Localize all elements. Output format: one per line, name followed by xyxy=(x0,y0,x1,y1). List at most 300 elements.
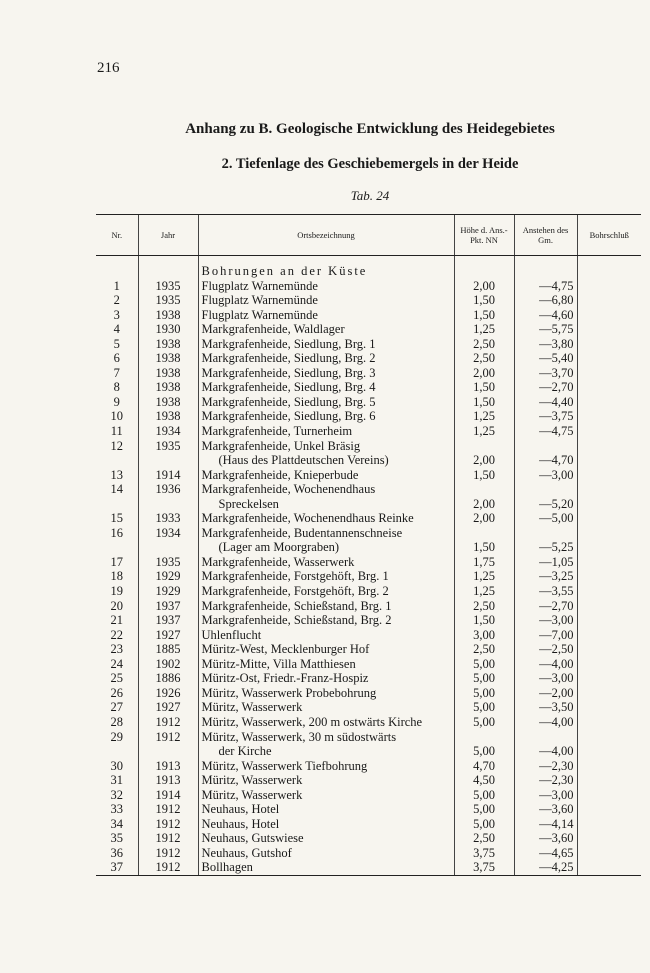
cell-jahr: 1912 xyxy=(138,817,198,832)
table-row xyxy=(96,700,641,715)
cell-hoehe: 1,50 xyxy=(454,293,514,308)
cell-bohrschluss xyxy=(577,308,641,323)
cell-ortsbezeichnung: Müritz, Wasserwerk, 30 m südostwärts xyxy=(198,730,454,745)
cell-hoehe: 5,00 xyxy=(454,802,514,817)
cell-ortsbezeichnung: Markgrafenheide, Waldlager xyxy=(198,322,454,337)
cell-nr: 31 xyxy=(110,773,123,788)
cell-bohrschluss xyxy=(577,409,641,424)
table-row xyxy=(96,686,641,701)
cell-bohrschluss xyxy=(577,453,641,468)
cell-anstehen: —2,50 xyxy=(514,642,577,657)
cell-anstehen: —5,75 xyxy=(514,322,577,337)
cell-nr: 4 xyxy=(113,322,120,337)
cell-nr: 1 xyxy=(113,278,120,293)
cell-ortsbezeichnung: Markgrafenheide, Knieperbude xyxy=(198,468,454,483)
cell-ortsbezeichnung: Markgrafenheide, Siedlung, Brg. 6 xyxy=(198,409,454,424)
cell-nr-empty xyxy=(96,497,138,512)
table-row xyxy=(96,308,641,323)
cell-jahr: 1936 xyxy=(138,482,198,497)
cell-ortsbezeichnung: Müritz, Wasserwerk xyxy=(198,773,454,788)
cell-anstehen: —4,75 xyxy=(514,424,577,439)
cell-anstehen-empty xyxy=(514,730,577,745)
cell-jahr-empty xyxy=(138,540,198,555)
cell-ortsbezeichnung: Müritz-West, Mecklenburger Hof xyxy=(198,642,454,657)
cell-hoehe: 4,50 xyxy=(454,773,514,788)
cell-jahr: 1935 xyxy=(138,439,198,454)
cell-bohrschluss xyxy=(577,628,641,643)
cell-nr: 11 xyxy=(110,424,123,439)
cell-ortsbezeichnung: Markgrafenheide, Schießstand, Brg. 1 xyxy=(198,599,454,614)
cell-nr: 27 xyxy=(110,700,123,715)
cell-nr: 9 xyxy=(113,394,120,409)
table-row xyxy=(96,846,641,861)
cell-ortsbezeichnung: Müritz, Wasserwerk, 200 m ostwärts Kirche xyxy=(198,715,454,730)
cell-ortsbezeichnung-cont: (Lager am Moorgraben) xyxy=(198,540,454,555)
cell-ortsbezeichnung: Markgrafenheide, Forstgehöft, Brg. 1 xyxy=(198,569,454,584)
table-row xyxy=(96,773,641,788)
cell-nr: 15 xyxy=(110,511,123,526)
cell-bohrschluss xyxy=(577,744,641,759)
cell-bohrschluss xyxy=(577,730,641,745)
cell-jahr: 1938 xyxy=(138,308,198,323)
table-row xyxy=(96,860,641,875)
cell-bohrschluss xyxy=(577,802,641,817)
table-row xyxy=(96,788,641,803)
table-row-continuation xyxy=(96,540,641,555)
cell-bohrschluss xyxy=(577,831,641,846)
cell-ortsbezeichnung: Flugplatz Warnemünde xyxy=(198,308,454,323)
cell-ortsbezeichnung: Müritz, Wasserwerk xyxy=(198,788,454,803)
cell-bohrschluss xyxy=(577,511,641,526)
cell-nr-empty xyxy=(96,453,138,468)
cell-ortsbezeichnung: Markgrafenheide, Siedlung, Brg. 1 xyxy=(198,337,454,352)
cell-anstehen: —4,00 xyxy=(514,715,577,730)
cell-hoehe: 1,50 xyxy=(454,540,514,555)
cell-anstehen: —4,60 xyxy=(514,308,577,323)
cell-jahr: 1912 xyxy=(138,802,198,817)
header-bohrschluss: Bohrschluß xyxy=(577,215,641,256)
cell-hoehe: 1,25 xyxy=(454,322,514,337)
cell-hoehe: 1,50 xyxy=(454,308,514,323)
cell-nr: 13 xyxy=(110,467,123,482)
header-jahr: Jahr xyxy=(138,215,198,256)
cell-bohrschluss xyxy=(577,846,641,861)
cell-hoehe-empty xyxy=(454,730,514,745)
cell-bohrschluss xyxy=(577,759,641,774)
cell-anstehen: —4,40 xyxy=(514,395,577,410)
cell-anstehen: —4,25 xyxy=(514,860,577,875)
cell-nr: 7 xyxy=(113,365,120,380)
cell-ortsbezeichnung: Markgrafenheide, Schießstand, Brg. 2 xyxy=(198,613,454,628)
cell-anstehen: —5,20 xyxy=(514,497,577,512)
cell-bohrschluss xyxy=(577,337,641,352)
cell-hoehe: 4,70 xyxy=(454,759,514,774)
cell-ortsbezeichnung: Neuhaus, Hotel xyxy=(198,802,454,817)
cell-anstehen: —4,00 xyxy=(514,744,577,759)
cell-anstehen: —3,80 xyxy=(514,337,577,352)
cell-jahr: 1912 xyxy=(138,846,198,861)
cell-ortsbezeichnung: Müritz, Wasserwerk Tiefbohrung xyxy=(198,759,454,774)
cell-anstehen: —4,75 xyxy=(514,279,577,294)
cell-ortsbezeichnung: Müritz, Wasserwerk xyxy=(198,700,454,715)
cell-anstehen-empty xyxy=(514,439,577,454)
cell-bohrschluss xyxy=(577,700,641,715)
spacer-row xyxy=(96,256,641,265)
header-hoehe: Höhe d. Ans.-Pkt. NN xyxy=(454,215,514,256)
cell-hoehe-empty xyxy=(454,482,514,497)
cell-ortsbezeichnung: Markgrafenheide, Siedlung, Brg. 2 xyxy=(198,351,454,366)
cell-jahr: 1912 xyxy=(138,730,198,745)
group-heading-row xyxy=(96,264,641,279)
cell-jahr: 1938 xyxy=(138,395,198,410)
cell-ortsbezeichnung: Müritz, Wasserwerk Probebohrung xyxy=(198,686,454,701)
cell-nr: 30 xyxy=(110,758,123,773)
cell-bohrschluss xyxy=(577,439,641,454)
cell-hoehe: 2,00 xyxy=(454,497,514,512)
cell-anstehen: —3,75 xyxy=(514,409,577,424)
cell-bohrschluss xyxy=(577,380,641,395)
cell-anstehen: —2,30 xyxy=(514,773,577,788)
cell-bohrschluss xyxy=(577,395,641,410)
cell-jahr: 1929 xyxy=(138,569,198,584)
table-body xyxy=(96,256,641,876)
table-row xyxy=(96,817,641,832)
cell-nr: 8 xyxy=(113,380,120,395)
cell-nr: 22 xyxy=(110,627,123,642)
cell-bohrschluss xyxy=(577,322,641,337)
header-ortsbezeichnung: Ortsbezeichnung xyxy=(198,215,454,256)
cell-hoehe: 5,00 xyxy=(454,657,514,672)
cell-anstehen: —3,70 xyxy=(514,366,577,381)
cell-jahr: 1933 xyxy=(138,511,198,526)
data-table xyxy=(96,214,641,876)
cell-anstehen: —5,40 xyxy=(514,351,577,366)
table-row xyxy=(96,613,641,628)
cell-jahr: 1885 xyxy=(138,642,198,657)
table-row xyxy=(96,657,641,672)
cell-bohrschluss xyxy=(577,860,641,875)
table-row xyxy=(96,468,641,483)
table-row xyxy=(96,759,641,774)
cell-jahr: 1937 xyxy=(138,613,198,628)
cell-bohrschluss xyxy=(577,569,641,584)
cell-anstehen: —3,50 xyxy=(514,700,577,715)
cell-ortsbezeichnung: Markgrafenheide, Turnerheim xyxy=(198,424,454,439)
cell-anstehen: —3,00 xyxy=(514,613,577,628)
cell-bohrschluss xyxy=(577,686,641,701)
cell-hoehe: 5,00 xyxy=(454,744,514,759)
cell-ortsbezeichnung: Neuhaus, Gutshof xyxy=(198,846,454,861)
cell-anstehen: —4,00 xyxy=(514,657,577,672)
cell-hoehe: 1,75 xyxy=(454,555,514,570)
cell-nr: 18 xyxy=(110,569,123,584)
cell-hoehe: 1,50 xyxy=(454,468,514,483)
table-row xyxy=(96,351,641,366)
cell-jahr: 1934 xyxy=(138,526,198,541)
cell-jahr: 1935 xyxy=(138,279,198,294)
cell-nr: 17 xyxy=(110,554,123,569)
cell-hoehe: 5,00 xyxy=(454,817,514,832)
cell-bohrschluss xyxy=(577,279,641,294)
table-row xyxy=(96,569,641,584)
cell-anstehen: —3,60 xyxy=(514,802,577,817)
cell-hoehe: 5,00 xyxy=(454,715,514,730)
cell-hoehe: 3,75 xyxy=(454,860,514,875)
cell-jahr: 1912 xyxy=(138,831,198,846)
table-row xyxy=(96,555,641,570)
cell-ortsbezeichnung: Bollhagen xyxy=(198,860,454,875)
cell-hoehe: 2,50 xyxy=(454,337,514,352)
table-row xyxy=(96,322,641,337)
cell-hoehe-empty xyxy=(454,439,514,454)
cell-bohrschluss xyxy=(577,773,641,788)
cell-anstehen: —6,80 xyxy=(514,293,577,308)
cell-bohrschluss xyxy=(577,788,641,803)
cell-hoehe: 2,00 xyxy=(454,453,514,468)
cell-anstehen-empty xyxy=(514,482,577,497)
table-row xyxy=(96,380,641,395)
header-nr: Nr. xyxy=(96,215,138,256)
cell-nr: 2 xyxy=(113,293,120,308)
cell-anstehen: —2,30 xyxy=(514,759,577,774)
cell-ortsbezeichnung: Flugplatz Warnemünde xyxy=(198,293,454,308)
table-row xyxy=(96,337,641,352)
cell-anstehen: —4,14 xyxy=(514,817,577,832)
cell-bohrschluss xyxy=(577,366,641,381)
cell-nr: 29 xyxy=(110,729,123,744)
cell-ortsbezeichnung: Markgrafenheide, Wasserwerk xyxy=(198,555,454,570)
cell-jahr: 1914 xyxy=(138,468,198,483)
cell-bohrschluss xyxy=(577,817,641,832)
cell-jahr: 1935 xyxy=(138,293,198,308)
cell-bohrschluss xyxy=(577,497,641,512)
cell-hoehe: 1,25 xyxy=(454,584,514,599)
cell-jahr: 1913 xyxy=(138,773,198,788)
cell-nr: 14 xyxy=(110,482,123,497)
cell-nr: 19 xyxy=(110,584,123,599)
cell-hoehe: 2,00 xyxy=(454,511,514,526)
cell-hoehe: 2,00 xyxy=(454,366,514,381)
cell-ortsbezeichnung: Flugplatz Warnemünde xyxy=(198,279,454,294)
cell-bohrschluss xyxy=(577,526,641,541)
cell-jahr: 1927 xyxy=(138,628,198,643)
cell-jahr-empty xyxy=(138,744,198,759)
cell-hoehe: 2,50 xyxy=(454,642,514,657)
cell-anstehen: —4,70 xyxy=(514,453,577,468)
cell-nr: 33 xyxy=(110,802,123,817)
cell-ortsbezeichnung: Markgrafenheide, Siedlung, Brg. 5 xyxy=(198,395,454,410)
cell-hoehe: 5,00 xyxy=(454,700,514,715)
table-row xyxy=(96,293,641,308)
cell-jahr: 1927 xyxy=(138,700,198,715)
cell-jahr: 1934 xyxy=(138,424,198,439)
cell-jahr: 1912 xyxy=(138,860,198,875)
table-row xyxy=(96,439,641,454)
cell-hoehe: 3,75 xyxy=(454,846,514,861)
cell-hoehe: 2,50 xyxy=(454,599,514,614)
cell-hoehe-empty xyxy=(454,526,514,541)
cell-jahr: 1902 xyxy=(138,657,198,672)
cell-hoehe: 3,00 xyxy=(454,628,514,643)
cell-bohrschluss xyxy=(577,715,641,730)
cell-jahr: 1935 xyxy=(138,555,198,570)
cell-nr: 21 xyxy=(110,613,123,628)
table-header xyxy=(96,215,641,256)
cell-anstehen: —3,00 xyxy=(514,468,577,483)
cell-nr: 5 xyxy=(113,336,120,351)
cell-bohrschluss xyxy=(577,671,641,686)
cell-bohrschluss xyxy=(577,657,641,672)
table-row xyxy=(96,599,641,614)
cell-ortsbezeichnung: Markgrafenheide, Wochenendhaus Reinke xyxy=(198,511,454,526)
cell-nr: 3 xyxy=(113,307,120,322)
group-heading: Bohrungen an der Küste xyxy=(198,264,454,279)
cell-jahr: 1886 xyxy=(138,671,198,686)
cell-anstehen: —1,05 xyxy=(514,555,577,570)
cell-nr-empty xyxy=(96,540,138,555)
cell-jahr: 1912 xyxy=(138,715,198,730)
cell-nr: 10 xyxy=(110,409,123,424)
cell-jahr: 1937 xyxy=(138,599,198,614)
cell-anstehen: —3,00 xyxy=(514,788,577,803)
cell-anstehen: —2,70 xyxy=(514,380,577,395)
cell-nr: 16 xyxy=(110,525,123,540)
cell-nr: 32 xyxy=(110,787,123,802)
table-row xyxy=(96,628,641,643)
table-row-continuation xyxy=(96,453,641,468)
cell-ortsbezeichnung: Uhlenflucht xyxy=(198,628,454,643)
cell-jahr-empty xyxy=(138,453,198,468)
table-row xyxy=(96,671,641,686)
cell-ortsbezeichnung-cont: (Haus des Plattdeutschen Vereins) xyxy=(198,453,454,468)
table-row xyxy=(96,409,641,424)
cell-anstehen: —7,00 xyxy=(514,628,577,643)
cell-nr: 35 xyxy=(110,831,123,846)
cell-nr: 34 xyxy=(110,816,123,831)
cell-jahr: 1938 xyxy=(138,366,198,381)
cell-ortsbezeichnung: Müritz-Ost, Friedr.-Franz-Hospiz xyxy=(198,671,454,686)
cell-anstehen-empty xyxy=(514,526,577,541)
cell-anstehen: —2,70 xyxy=(514,599,577,614)
table-row xyxy=(96,395,641,410)
cell-jahr: 1913 xyxy=(138,759,198,774)
cell-hoehe: 2,00 xyxy=(454,279,514,294)
cell-nr: 36 xyxy=(110,845,123,860)
table-row xyxy=(96,584,641,599)
header-anstehen: Anstehen des Gm. xyxy=(514,215,577,256)
cell-nr: 37 xyxy=(96,860,138,875)
cell-hoehe: 1,50 xyxy=(454,613,514,628)
cell-anstehen: —3,55 xyxy=(514,584,577,599)
section-title: Anhang zu B. Geologische Entwicklung des Heidegebietes xyxy=(185,121,555,137)
table-row xyxy=(96,511,641,526)
cell-anstehen: —5,00 xyxy=(514,511,577,526)
cell-nr: 6 xyxy=(113,351,120,366)
cell-jahr: 1938 xyxy=(138,409,198,424)
cell-nr: 26 xyxy=(110,685,123,700)
cell-nr: 23 xyxy=(110,642,123,657)
table-row-continuation xyxy=(96,497,641,512)
cell-hoehe: 1,25 xyxy=(454,569,514,584)
cell-hoehe: 2,50 xyxy=(454,351,514,366)
cell-ortsbezeichnung: Neuhaus, Hotel xyxy=(198,817,454,832)
table-row-continuation xyxy=(96,744,641,759)
cell-hoehe: 1,25 xyxy=(454,409,514,424)
table-row xyxy=(96,802,641,817)
cell-hoehe: 5,00 xyxy=(454,671,514,686)
cell-ortsbezeichnung: Markgrafenheide, Budentannenschneise xyxy=(198,526,454,541)
table-row xyxy=(96,831,641,846)
cell-nr: 20 xyxy=(110,598,123,613)
cell-bohrschluss xyxy=(577,584,641,599)
cell-anstehen: —3,00 xyxy=(514,671,577,686)
cell-bohrschluss xyxy=(577,613,641,628)
cell-jahr: 1926 xyxy=(138,686,198,701)
cell-bohrschluss xyxy=(577,599,641,614)
cell-ortsbezeichnung-cont: Spreckelsen xyxy=(198,497,454,512)
cell-bohrschluss xyxy=(577,540,641,555)
cell-hoehe: 2,50 xyxy=(454,831,514,846)
cell-bohrschluss xyxy=(577,482,641,497)
cell-bohrschluss xyxy=(577,424,641,439)
cell-nr: 24 xyxy=(110,656,123,671)
sub-title: 2. Tiefenlage des Geschiebemergels in der Heide xyxy=(221,156,519,172)
cell-ortsbezeichnung-cont: der Kirche xyxy=(198,744,454,759)
cell-bohrschluss xyxy=(577,468,641,483)
cell-nr-empty xyxy=(96,744,138,759)
cell-hoehe: 1,50 xyxy=(454,380,514,395)
cell-jahr-empty xyxy=(138,497,198,512)
cell-jahr: 1929 xyxy=(138,584,198,599)
cell-bohrschluss xyxy=(577,642,641,657)
cell-anstehen: —2,00 xyxy=(514,686,577,701)
cell-ortsbezeichnung: Müritz-Mitte, Villa Matthiesen xyxy=(198,657,454,672)
cell-jahr: 1938 xyxy=(138,351,198,366)
cell-jahr: 1930 xyxy=(138,322,198,337)
cell-jahr: 1938 xyxy=(138,380,198,395)
cell-ortsbezeichnung: Neuhaus, Gutswiese xyxy=(198,831,454,846)
cell-bohrschluss xyxy=(577,293,641,308)
cell-ortsbezeichnung: Markgrafenheide, Unkel Bräsig xyxy=(198,439,454,454)
table-label: Tab. 24 xyxy=(350,188,390,203)
table-row xyxy=(96,424,641,439)
cell-nr: 25 xyxy=(110,671,123,686)
cell-anstehen: —3,60 xyxy=(514,831,577,846)
cell-ortsbezeichnung: Markgrafenheide, Wochenendhaus xyxy=(198,482,454,497)
cell-ortsbezeichnung: Markgrafenheide, Forstgehöft, Brg. 2 xyxy=(198,584,454,599)
table-row xyxy=(96,366,641,381)
table-row xyxy=(96,279,641,294)
table-row xyxy=(96,715,641,730)
cell-hoehe: 5,00 xyxy=(454,788,514,803)
cell-nr: 12 xyxy=(110,438,123,453)
cell-hoehe: 1,50 xyxy=(454,395,514,410)
cell-anstehen: —3,25 xyxy=(514,569,577,584)
cell-bohrschluss xyxy=(577,351,641,366)
cell-hoehe: 5,00 xyxy=(454,686,514,701)
table-row xyxy=(96,526,641,541)
cell-nr: 28 xyxy=(110,714,123,729)
cell-ortsbezeichnung: Markgrafenheide, Siedlung, Brg. 4 xyxy=(198,380,454,395)
page-number: 216 xyxy=(97,60,120,76)
table-row xyxy=(96,730,641,745)
cell-bohrschluss xyxy=(577,555,641,570)
cell-ortsbezeichnung: Markgrafenheide, Siedlung, Brg. 3 xyxy=(198,366,454,381)
table-row xyxy=(96,642,641,657)
cell-jahr: 1938 xyxy=(138,337,198,352)
cell-anstehen: —4,65 xyxy=(514,846,577,861)
table-row xyxy=(96,482,641,497)
